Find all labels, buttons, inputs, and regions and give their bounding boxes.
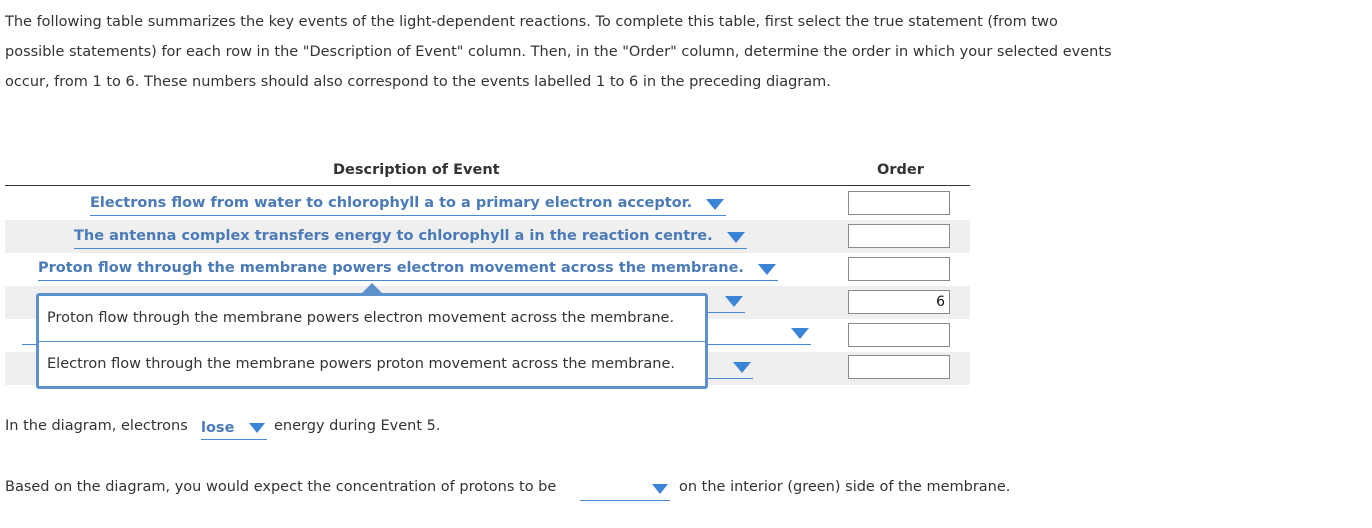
dropdown-pointer <box>362 283 382 293</box>
sentence-2-suffix: on the interior (green) side of the membrane. <box>679 479 1011 495</box>
event-6-description-select[interactable] <box>708 354 753 379</box>
event-3-selected-text: Proton flow through the membrane powers electron movement across the membrane. <box>38 260 744 276</box>
sentence-1-prefix: In the diagram, electrons <box>5 418 188 434</box>
chevron-down-icon <box>733 362 751 373</box>
electrons-energy-selected-text: lose <box>201 420 235 436</box>
event-1-description-select[interactable] <box>90 191 726 216</box>
sentence-electrons-energy <box>5 418 188 434</box>
event-2-description-select[interactable] <box>74 224 747 249</box>
chevron-down-icon <box>706 199 724 210</box>
sentence-1-suffix: energy during Event 5. <box>274 418 441 434</box>
electrons-energy-select[interactable] <box>201 417 267 440</box>
chevron-down-icon <box>249 423 265 433</box>
dropdown-option[interactable]: Electron flow through the membrane powers proton movement across the membrane. <box>47 356 676 372</box>
chevron-down-icon <box>652 484 668 494</box>
chevron-down-icon <box>725 296 743 307</box>
proton-concentration-select[interactable] <box>580 478 670 501</box>
dropdown-option[interactable]: Proton flow through the membrane powers electron movement across the membrane. <box>47 310 675 326</box>
event-4-order-input[interactable]: 6 <box>848 290 950 314</box>
event-1-order-input[interactable] <box>848 191 950 215</box>
chevron-down-icon <box>758 264 776 275</box>
event-3-description-select[interactable] <box>38 256 778 281</box>
event-2-order-input[interactable] <box>848 224 950 248</box>
instructions-text: The following table summarizes the key events of the light-dependent reactions. To complete this table, first select the true statement (from two possible statements) for each row in the "Description of Event" column. Then, in the "Order" column, determine the order in which your selected events occur, from 1 to 6. These numbers should also correspond to the events labelled 1 to 6 in the preceding diagram. <box>5 14 1112 90</box>
event-5-order-input[interactable] <box>848 323 950 347</box>
event-4-description-select[interactable] <box>708 288 745 313</box>
description-column-header: Description of Event <box>333 162 500 178</box>
chevron-down-icon <box>727 232 745 243</box>
chevron-down-icon <box>791 328 809 339</box>
sentence-2-prefix: Based on the diagram, you would expect the concentration of protons to be <box>5 479 557 495</box>
table-header-divider <box>5 185 970 186</box>
event-2-selected-text: The antenna complex transfers energy to chlorophyll a in the reaction centre. <box>74 228 713 244</box>
event-1-selected-text: Electrons flow from water to chlorophyll a to a primary electron acceptor. <box>90 195 693 211</box>
event-6-order-input[interactable] <box>848 355 950 379</box>
dropdown-options-menu <box>36 293 708 389</box>
order-column-header: Order <box>877 162 924 178</box>
event-3-order-input[interactable] <box>848 257 950 281</box>
